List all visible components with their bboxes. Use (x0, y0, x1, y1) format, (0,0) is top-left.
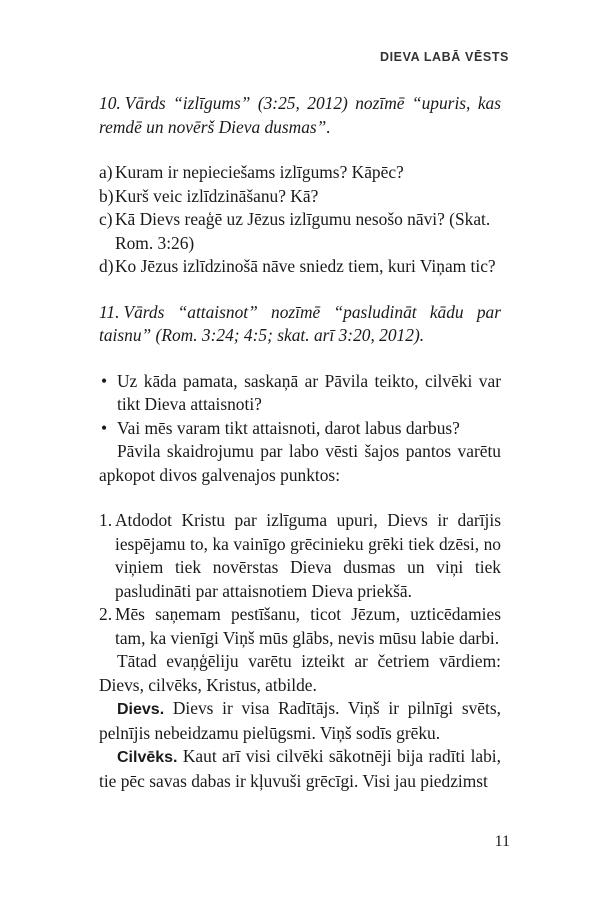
question-number: 11. (99, 301, 120, 322)
list-item-text: Kurš veic izlīdzināšanu? Kā? (115, 185, 319, 206)
definition-god (99, 697, 501, 745)
question-text: Vārds “izlīgums” (3:25, 2012) nozīmē “upuris, kas remdē un novērš Dieva dusmas”. (99, 93, 501, 137)
list-item (99, 603, 501, 650)
definition-man (99, 745, 501, 793)
list-item-label: 1. (99, 510, 113, 530)
definition-term: Cilvēks. (117, 749, 178, 766)
list-item (99, 185, 501, 209)
running-header: DIEVA LABĀ VĒSTS (379, 50, 509, 64)
list-item-text: Atdodot Kristu par izlīguma upuri, Dievs ir darījis iespējamu to, ka vainīgo grēcinieku grēki tiek dzēsi, no viņiem tiek novērstas Dieva dusmas un viņi tiek pasludināti par attaisnotiem Dieva priekšā. (115, 510, 501, 601)
bullet-item: • Uz kāda pamata, saskaņā ar Pāvila teikto, cilvēki var tikt Dieva attaisnoti? (99, 370, 501, 417)
list-item (99, 255, 501, 279)
question-11-bullets (99, 370, 501, 441)
list-item-label: 2. (99, 604, 113, 624)
page-body (99, 92, 501, 793)
question-number: 10. (99, 93, 121, 113)
gospel-intro: Tātad evaņģēliju varētu izteikt ar četriem vārdiem: Dievs, cilvēks, Kristus, atbilde. (99, 651, 501, 695)
list-item-text: Ko Jēzus izlīdzinošā nāve sniedz tiem, kuri Viņam tic? (115, 256, 496, 276)
page-number: 11 (494, 833, 510, 850)
question-10-subquestions (99, 161, 501, 279)
list-item (99, 509, 501, 603)
list-item-label: c) (99, 209, 113, 229)
list-item-text: Kā Dievs reaģē uz Jēzus izlīgumu nesošo nāvi? (Skat. Rom. 3:26) (115, 209, 491, 253)
summary-intro: Pāvila skaidrojumu par labo vēsti šajos pantos varētu apkopot divos galvenajos punktos: (99, 441, 501, 485)
definition-text: Kaut arī visi cilvēki sākotnēji bija radīti labi, tie pēc savas dabas ir kļuvuši grēcīgi. Visi jau piedzimst (99, 746, 501, 791)
question-11 (99, 301, 501, 348)
definition-text: Dievs ir visa Radītājs. Viņš ir pilnīgi svēts, pelnījis nebeidzamu pielūgsmi. Viņš sodīs grēku. (99, 698, 501, 743)
list-item (99, 161, 501, 185)
list-item (99, 208, 501, 255)
question-10 (99, 92, 501, 139)
bullet-item: • Vai mēs varam tikt attaisnoti, darot labus darbus? (99, 417, 501, 441)
question-text: Vārds “attaisnot” nozīmē “pasludināt kādu par taisnu” (Rom. 3:24; 4:5; skat. arī 3:20, 2012). (99, 301, 501, 345)
list-item-label: d) (99, 256, 114, 276)
definition-term: Dievs. (117, 701, 165, 718)
list-item-label: a) (99, 162, 113, 182)
list-item-label: b) (99, 185, 114, 206)
summary-points (99, 509, 501, 650)
list-item-text: Mēs saņemam pestīšanu, ticot Jēzum, uzticēdamies tam, ka vienīgi Viņš mūs glābs, nevis mūsu labie darbi. (115, 604, 501, 648)
list-item-text: Kuram ir nepieciešams izlīgums? Kāpēc? (115, 162, 404, 182)
